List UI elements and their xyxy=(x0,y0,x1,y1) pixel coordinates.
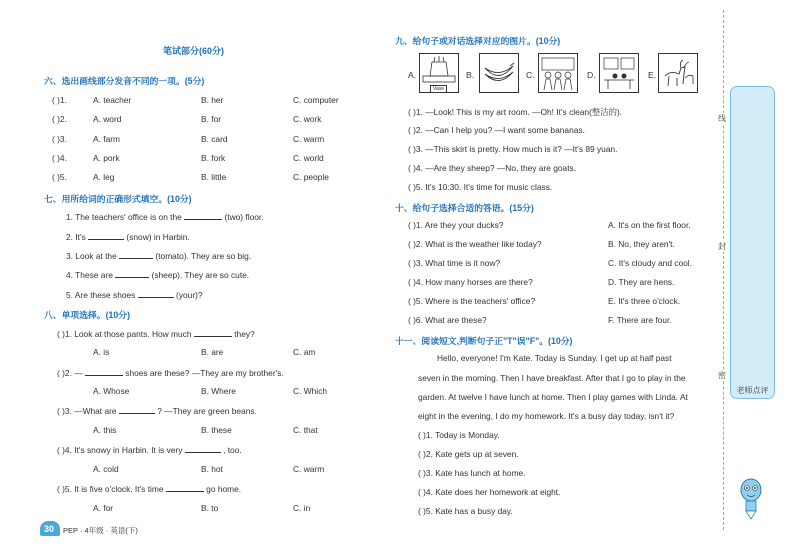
section-6-heading: 六、选出画线部分发音不同的一项。(5分) xyxy=(44,76,205,86)
answer-blank[interactable] xyxy=(85,367,123,376)
question-text: ( )2. — xyxy=(57,368,83,378)
question-text: , too. xyxy=(223,445,242,455)
option-b: B. little xyxy=(201,172,227,182)
option-a: A. is xyxy=(93,347,110,357)
question-text: go home. xyxy=(206,484,242,494)
question-row xyxy=(66,289,203,300)
question-text: 1. The teachers' office is on the xyxy=(66,212,182,222)
option-c: C. computer xyxy=(293,95,339,105)
option-a: A. this xyxy=(93,425,117,435)
question-row: ( )2. Kate gets up at seven. xyxy=(418,449,519,459)
binding-char: 封 xyxy=(718,242,726,251)
question-number: ( )5. xyxy=(52,172,67,182)
bananas-icon xyxy=(480,54,518,92)
question-row: ( )3. —This skirt is pretty. How much is it? —It's 89 yuan. xyxy=(408,144,618,154)
passage-line: garden. At twelve I have lunch at home. Then I play games with Linda. At xyxy=(418,392,688,402)
passage-line: eight in the evening, I do my homework. It's a busy day today, isn't it? xyxy=(418,411,675,421)
option-a: A. leg xyxy=(93,172,115,182)
option-c: C. am xyxy=(293,347,316,357)
question-row: ( )1. —Look! This is my art room. —Oh! It's clean(整洁的). xyxy=(408,107,623,117)
question-row: ( )1. Today is Monday. xyxy=(418,430,500,440)
option-a: A. Whose xyxy=(93,386,130,396)
footer-text: PEP · 4年级 · 英语(下) xyxy=(63,526,138,535)
students-icon xyxy=(539,54,577,92)
option-c: C. people xyxy=(293,172,329,182)
answer-option: C. It's cloudy and cool. xyxy=(608,258,692,268)
option-a: A. farm xyxy=(93,134,120,144)
page-title: 笔试部分(60分) xyxy=(163,46,225,56)
option-c: C. in xyxy=(293,503,311,513)
question-text: 5. Are these shoes xyxy=(66,290,136,300)
goats-icon xyxy=(659,54,697,92)
pencil-mascot-icon xyxy=(736,476,766,520)
question-text: (sheep). They are so cute. xyxy=(151,270,250,280)
question-row: ( )5. Kate has a busy day. xyxy=(418,506,513,516)
option-a: A. word xyxy=(93,114,122,124)
option-c: C. work xyxy=(293,114,322,124)
option-b: B. these xyxy=(201,425,232,435)
right-page xyxy=(395,0,720,554)
question-text: (two) floor. xyxy=(224,212,264,222)
passage-line: seven in the morning. Then I have breakfast. After that I go to play in the xyxy=(418,373,686,383)
picture-letter: D. xyxy=(587,70,596,80)
picture-letter: C. xyxy=(526,70,535,80)
option-a: A. teacher xyxy=(93,95,132,105)
question-text: ? —They are green beans. xyxy=(157,406,257,416)
question-text: (snow) in Harbin. xyxy=(126,232,190,242)
question-row: ( )4. Kate does her homework at eight. xyxy=(418,487,561,497)
option-c: C. that xyxy=(293,425,318,435)
question-row: ( )4. —Are they sheep? —No, they are goats. xyxy=(408,163,577,173)
question-text: ( )3. —What are xyxy=(57,406,117,416)
answer-option: B. No, they aren't. xyxy=(608,239,675,249)
option-b: B. fork xyxy=(201,153,226,163)
question-text: ( )4. How many horses are there? xyxy=(408,277,533,287)
section-9-heading: 九、给句子或对话选择对应的图片。(10分) xyxy=(395,36,561,46)
question-text: (tomato). They are so big. xyxy=(155,251,252,261)
question-row xyxy=(66,250,251,261)
section-7-heading: 七、用所给词的正确形式填空。(10分) xyxy=(44,194,192,204)
question-text: ( )6. What are these? xyxy=(408,315,487,325)
picture-letter: E. xyxy=(648,70,657,80)
art-room-icon xyxy=(600,54,638,92)
question-number: ( )2. xyxy=(52,114,67,124)
option-a: A. pork xyxy=(93,153,120,163)
option-c: C. warm xyxy=(293,134,325,144)
teacher-comment-label: 老师点评 xyxy=(736,386,769,395)
question-text: ( )5. Where is the teachers' office? xyxy=(408,296,536,306)
passage-line: Hello, everyone! I'm Kate. Today is Sunday. I get up at half past xyxy=(437,353,672,363)
option-b: B. her xyxy=(201,95,224,105)
answer-blank[interactable] xyxy=(185,444,221,453)
left-page xyxy=(0,0,395,554)
option-c: C. Which xyxy=(293,386,327,396)
option-b: B. hot xyxy=(201,464,223,474)
question-number: ( )4. xyxy=(52,153,67,163)
goats-picture xyxy=(658,53,698,93)
question-text: shoes are these? —They are my brother's. xyxy=(125,368,284,378)
question-text: ( )1. Look at those pants. How much xyxy=(57,329,192,339)
binding-char: 线 xyxy=(718,114,726,123)
answer-blank[interactable] xyxy=(119,405,155,414)
answer-blank[interactable] xyxy=(115,269,149,278)
section-11-heading: 十一、阅读短文,判断句子正"T"误"F"。(10分) xyxy=(395,336,573,346)
answer-blank[interactable] xyxy=(166,483,204,492)
question-number: ( )3. xyxy=(52,134,67,144)
question-row: ( )2. —Can I help you? —I want some bananas. xyxy=(408,125,585,135)
question-text: (your)? xyxy=(176,290,203,300)
picture-label: Vase xyxy=(430,85,447,93)
binding-char: 密 xyxy=(718,371,726,380)
mascot xyxy=(736,476,766,522)
picture-letter: A. xyxy=(408,70,417,80)
answer-blank[interactable] xyxy=(184,211,222,220)
option-b: B. to xyxy=(201,503,219,513)
option-b: B. card xyxy=(201,134,228,144)
question-row: ( )5. It's 10:30. It's time for music class. xyxy=(408,182,553,192)
question-number: ( )1. xyxy=(52,95,67,105)
question-text: 4. These are xyxy=(66,270,113,280)
teacher-comment-box xyxy=(730,86,775,399)
answer-blank[interactable] xyxy=(88,231,124,240)
question-text: they? xyxy=(234,329,255,339)
question-text: ( )4. It's snowy in Harbin. It is very xyxy=(57,445,183,455)
question-text: 3. Look at the xyxy=(66,251,117,261)
question-text: ( )3. What time is it now? xyxy=(408,258,501,268)
answer-blank[interactable] xyxy=(194,328,232,337)
question-text: ( )1. Are they your ducks? xyxy=(408,220,504,230)
answer-blank[interactable] xyxy=(119,250,153,259)
answer-option: F. There are four. xyxy=(608,315,672,325)
section-10-heading: 十、给句子选择合适的答语。(15分) xyxy=(395,203,534,213)
option-c: C. world xyxy=(293,153,324,163)
option-a: A. cold xyxy=(93,464,119,474)
answer-option: D. They are hens. xyxy=(608,277,675,287)
binding-line xyxy=(723,10,724,530)
art-room-picture xyxy=(599,53,639,93)
section-8-heading: 八、单项选择。(10分) xyxy=(44,310,131,320)
bananas-picture xyxy=(479,53,519,93)
option-c: C. warm xyxy=(293,464,325,474)
answer-blank[interactable] xyxy=(138,289,174,298)
option-a: A. for xyxy=(93,503,114,513)
question-row xyxy=(66,269,249,280)
answer-option: A. It's on the first floor. xyxy=(608,220,691,230)
question-row xyxy=(66,231,190,242)
question-row xyxy=(66,211,264,222)
answer-option: E. It's three o'clock. xyxy=(608,296,681,306)
music-class-picture xyxy=(538,53,578,93)
option-b: B. for xyxy=(201,114,222,124)
question-text: ( )2. What is the weather like today? xyxy=(408,239,542,249)
question-row: ( )3. Kate has lunch at home. xyxy=(418,468,526,478)
option-b: B. Where xyxy=(201,386,236,396)
page-number: 30 xyxy=(44,524,55,534)
question-text: 2. It's xyxy=(66,232,86,242)
option-b: B. are xyxy=(201,347,224,357)
vase-picture xyxy=(419,53,459,93)
question-text: ( )5. It is five o'clock. It's time xyxy=(57,484,164,494)
picture-letter: B. xyxy=(466,70,475,80)
